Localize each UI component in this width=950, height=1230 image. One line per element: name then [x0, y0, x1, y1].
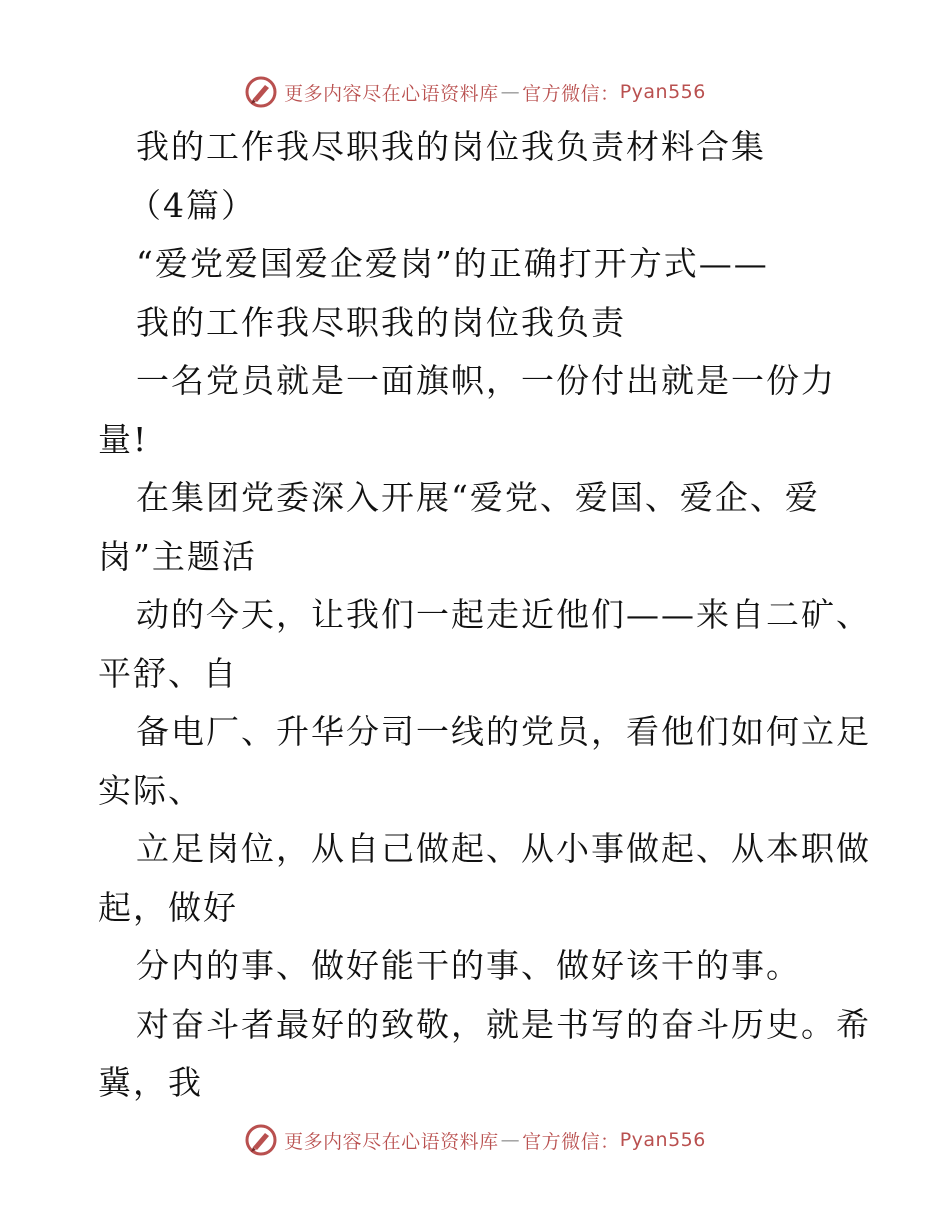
watermark-wechat-label: 官方微信：: [522, 82, 620, 105]
section-heading: “爱党爱国爱企爱岗”的正确打开方式——: [136, 244, 769, 283]
paragraph-line: 备电厂、升华分司一线的党员，看他们如何立足: [136, 712, 871, 751]
pen-circle-logo-icon: [244, 75, 278, 109]
paragraph-line: 量!: [98, 419, 149, 459]
paragraph-line: 分内的事、做好能干的事、做好该干的事。: [136, 946, 801, 985]
paragraph-line: 起，做好: [98, 887, 238, 927]
paragraph-line: 冀，我: [98, 1063, 203, 1102]
paragraph-line: 立足岗位，从自己做起、从小事做起、从本职做: [136, 829, 871, 868]
document-body: [98, 118, 871, 1113]
document-title: 我的工作我尽职我的岗位我负责材料合集: [136, 127, 766, 166]
watermark-site-text: 更多内容尽在心语资料库: [284, 1130, 499, 1153]
watermark-wechat-label: 官方微信：: [522, 1130, 620, 1153]
paragraph-line: 平舒、自: [98, 653, 238, 693]
watermark-separator: —: [500, 1129, 521, 1151]
section-heading-continued: 我的工作我尽职我的岗位我负责: [136, 302, 626, 342]
paragraph-line: 岗”主题活: [98, 536, 257, 576]
footer-watermark: [0, 1120, 950, 1160]
paragraph-line: 在集团党委深入开展“爱党、爱国、爱企、爱: [136, 478, 820, 517]
header-watermark: [0, 72, 950, 112]
watermark-wechat-id: Pyan556: [619, 1129, 706, 1151]
pen-circle-logo-icon: [244, 1123, 278, 1157]
watermark-separator: —: [500, 81, 521, 103]
paragraph-line: 实际、: [98, 770, 203, 810]
document-subtitle: （4篇）: [128, 185, 256, 225]
paragraph-line: 动的今天，让我们一起走近他们——来自二矿、: [136, 595, 871, 634]
watermark-wechat-id: Pyan556: [619, 81, 706, 103]
paragraph-line: 对奋斗者最好的致敬，就是书写的奋斗历史。希: [136, 1004, 871, 1044]
watermark-site-text: 更多内容尽在心语资料库: [284, 82, 499, 105]
paragraph-line: 一名党员就是一面旗帜，一份付出就是一份力: [136, 361, 836, 400]
